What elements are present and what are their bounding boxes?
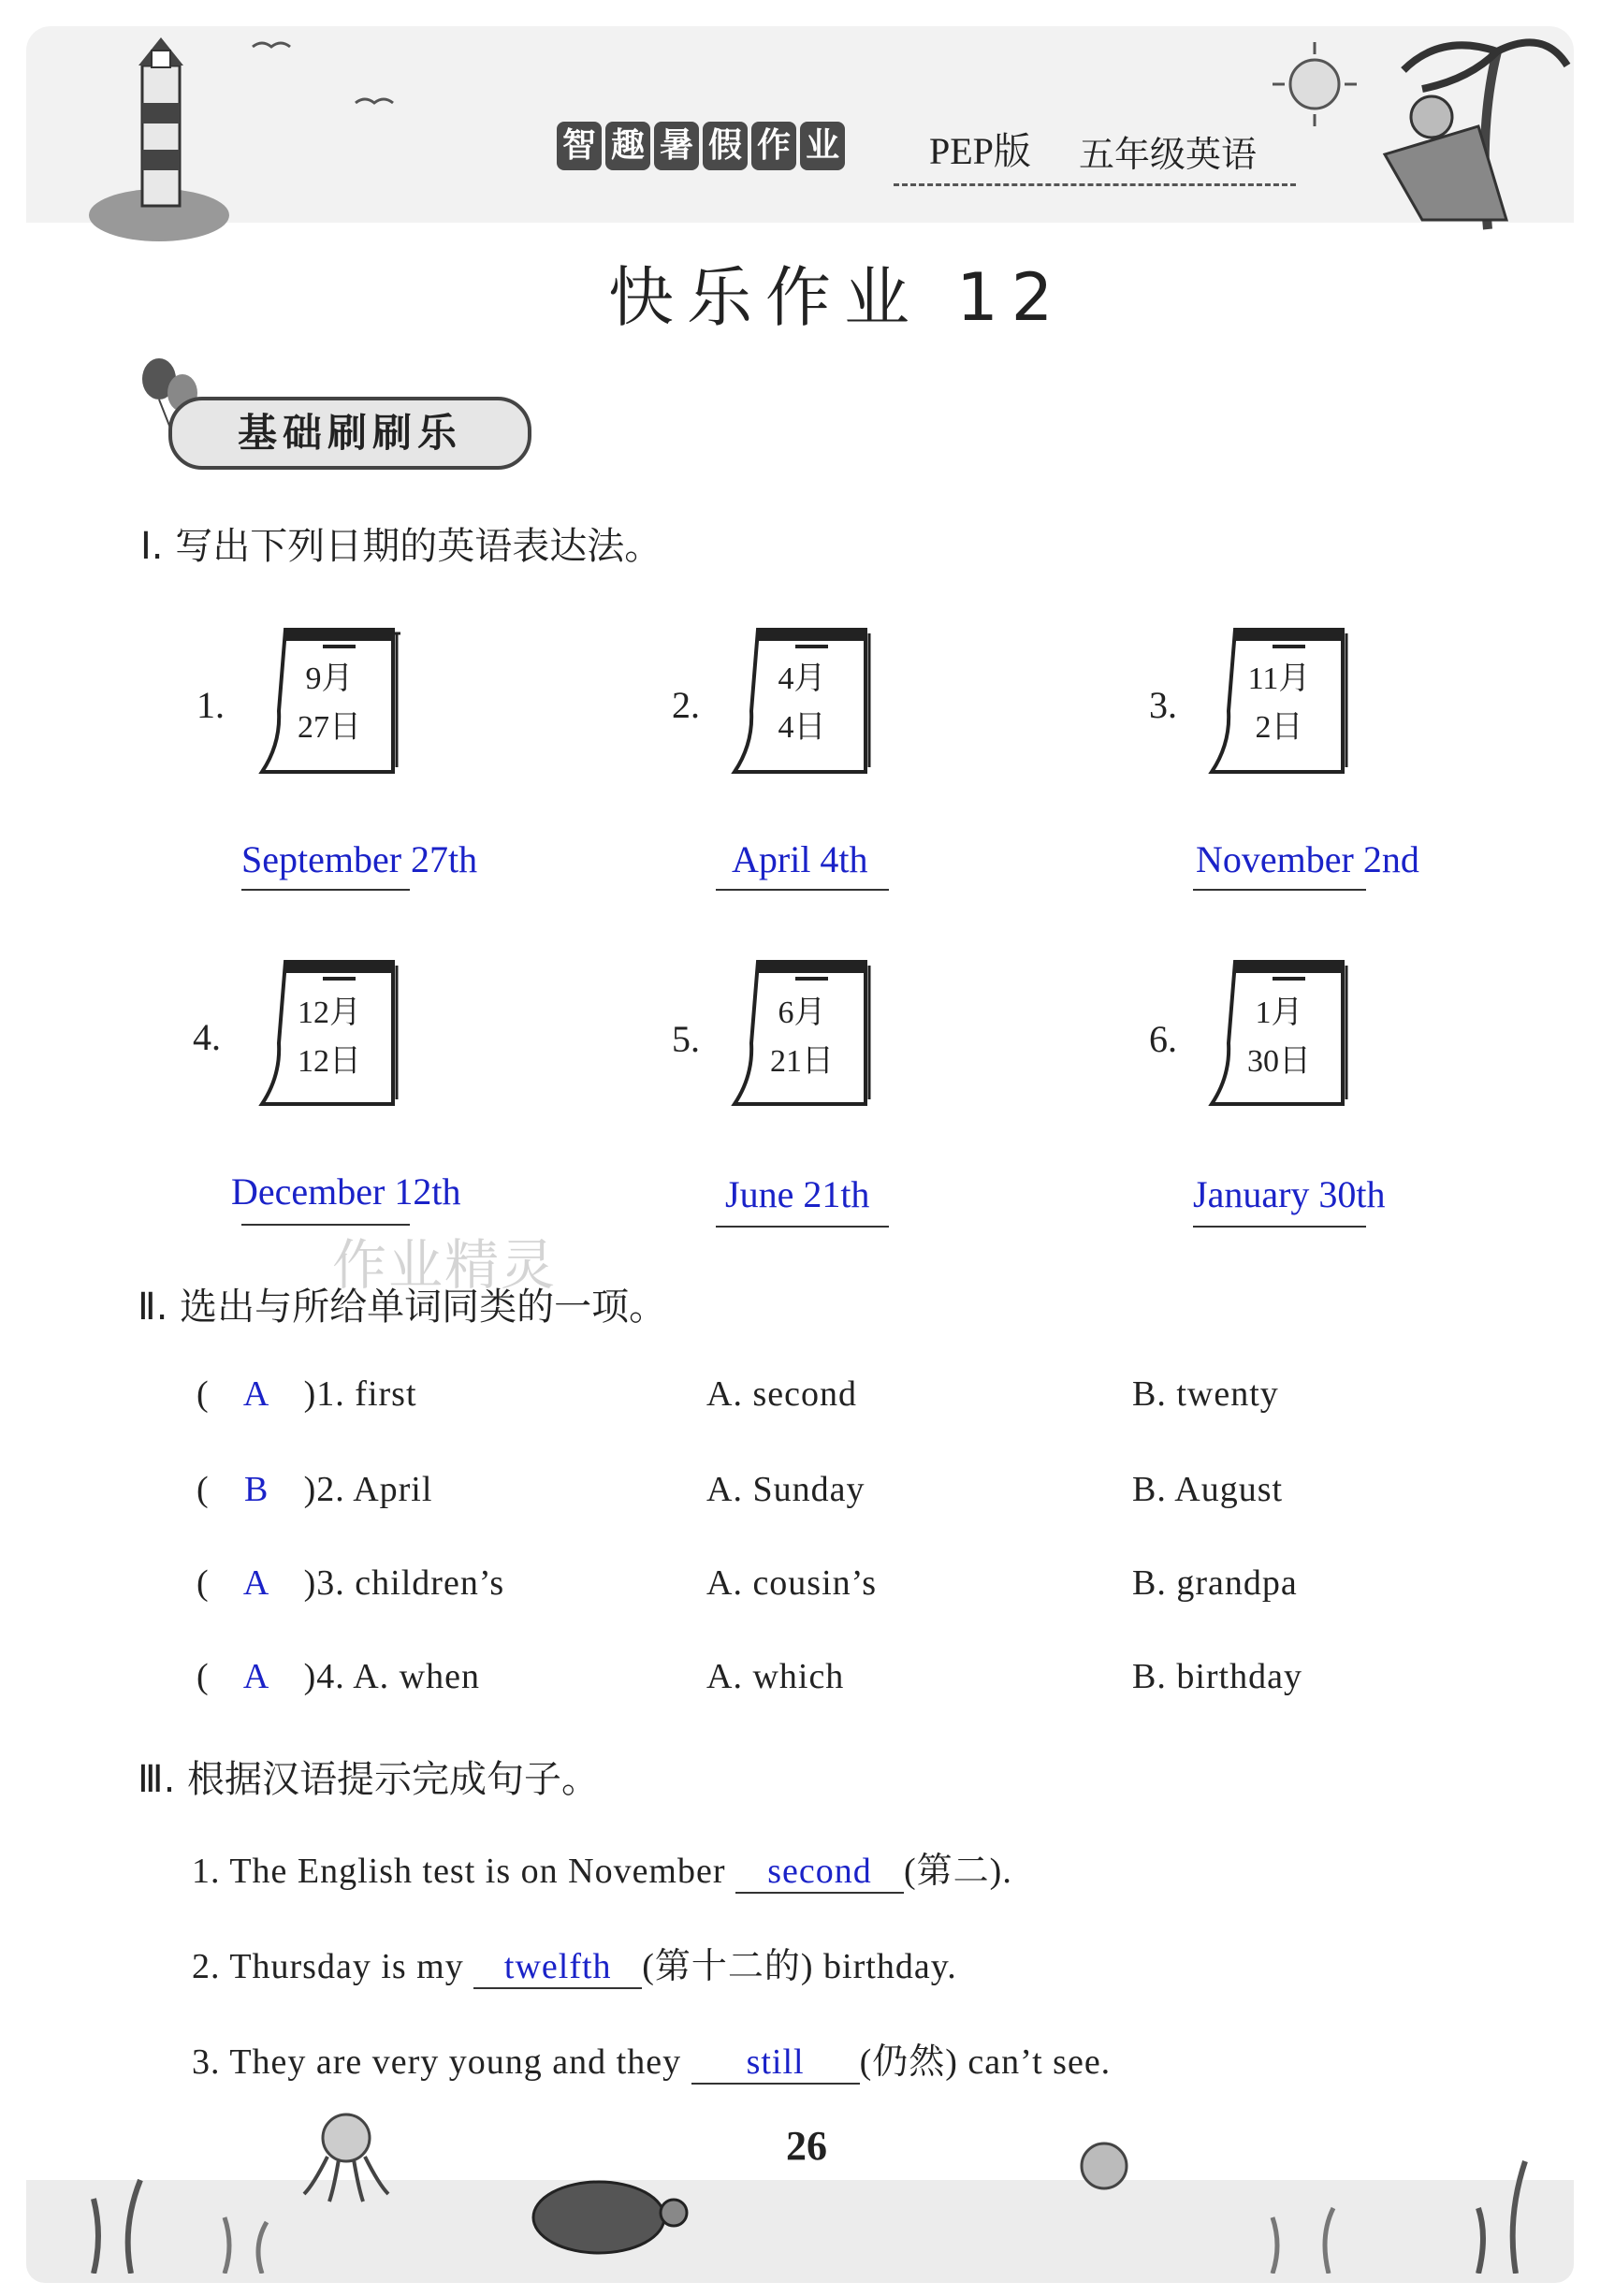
- open-paren: (: [196, 1657, 210, 1696]
- item-number: 6.: [1149, 1018, 1177, 1060]
- option-a: A. cousin’s: [706, 1563, 877, 1603]
- part1-heading: Ⅰ. 写出下列日期的英语表达法。: [140, 525, 662, 568]
- calendar-month: 12月: [298, 995, 361, 1030]
- choice-row: [196, 1373, 417, 1415]
- blank-answer: twelfth: [473, 1946, 642, 1989]
- lighthouse-icon: [84, 28, 253, 243]
- choice-row: [196, 1469, 432, 1510]
- sentence-start: 2. Thursday is my: [192, 1947, 464, 1986]
- answer-line: [716, 1226, 889, 1228]
- seaweed-coral-decoration: [56, 2152, 1553, 2274]
- sentence: [192, 2032, 1111, 2085]
- calendar-day: 12日: [298, 1044, 361, 1079]
- date-answer: June 21th: [725, 1173, 870, 1215]
- sentence: [192, 1841, 1012, 1894]
- sentence-start: 3. They are very young and they: [192, 2042, 682, 2082]
- answer-line: [241, 889, 410, 891]
- sentence-end: (第十二的) birthday.: [642, 1947, 957, 1986]
- item-number: 2.: [672, 684, 700, 726]
- palm-tree-beach-chair-icon: [1347, 23, 1572, 234]
- banner-char: 暑: [654, 122, 699, 170]
- answer-line: [1193, 1226, 1366, 1228]
- part2-heading: Ⅱ. 选出与所给单词同类的一项。: [138, 1286, 667, 1329]
- option-b: B. twenty: [1132, 1374, 1279, 1414]
- open-paren: (: [196, 1374, 210, 1414]
- calendar-month: 9月: [305, 661, 354, 696]
- date-answer: April 4th: [732, 838, 868, 880]
- header-divider: [894, 183, 1296, 186]
- watermark: 作业精灵: [332, 1233, 558, 1297]
- calendar-day: 27日: [298, 710, 361, 745]
- banner-char: 业: [800, 122, 845, 170]
- choice-row: [196, 1656, 480, 1697]
- item-number: 4.: [193, 1016, 221, 1058]
- calendar-day: 21日: [770, 1044, 834, 1079]
- sentence: [192, 1937, 957, 1989]
- page-number: 26: [786, 2123, 827, 2169]
- page-title: 快乐作业 12: [608, 259, 1067, 336]
- option-b: B. grandpa: [1132, 1563, 1298, 1603]
- calendar-month: 11月: [1247, 661, 1311, 696]
- date-answer: January 30th: [1193, 1173, 1386, 1215]
- banner-char: 假: [703, 122, 748, 170]
- sentence-start: 1. The English test is on November: [192, 1852, 726, 1891]
- grade-subject-label: 五年级英语: [1079, 134, 1258, 175]
- choice-answer: A: [242, 1374, 270, 1414]
- banner-char: 智: [557, 122, 602, 170]
- answer-line: [1193, 889, 1366, 891]
- birds-icon: [243, 37, 430, 122]
- blank-answer: still: [691, 2042, 860, 2085]
- item-number: 5.: [672, 1018, 700, 1060]
- choice-answer: A: [242, 1657, 270, 1696]
- date-answer: December 12th: [231, 1170, 461, 1213]
- option-a: A. which: [706, 1657, 845, 1696]
- sentence-end: (第二).: [904, 1852, 1012, 1891]
- section-tag: 基础刷刷乐: [168, 397, 531, 470]
- calendar-month: 1月: [1255, 995, 1303, 1030]
- open-paren: (: [196, 1470, 210, 1509]
- calendar-month: 4月: [778, 661, 826, 696]
- calendar-month: 6月: [778, 995, 826, 1030]
- blank-answer: second: [735, 1851, 904, 1894]
- banner-char: 作: [751, 122, 796, 170]
- date-answer: September 27th: [241, 838, 478, 880]
- edition-label: PEP版: [929, 130, 1031, 172]
- choice-answer: A: [242, 1563, 270, 1603]
- answer-line: [716, 889, 889, 891]
- choice-stem: )2. April: [303, 1470, 433, 1509]
- calendar-day: 2日: [1255, 710, 1303, 745]
- sentence-end: (仍然) can’t see.: [859, 2042, 1112, 2082]
- item-number: 3.: [1149, 684, 1177, 726]
- option-a: A. Sunday: [706, 1470, 865, 1509]
- choice-row: [196, 1562, 504, 1604]
- calendar-day: 4日: [778, 710, 826, 745]
- option-b: B. birthday: [1132, 1657, 1302, 1696]
- open-paren: (: [196, 1563, 210, 1603]
- choice-answer: B: [243, 1470, 269, 1509]
- series-banner: [557, 122, 849, 170]
- date-answer: November 2nd: [1196, 838, 1419, 880]
- option-a: A. second: [706, 1374, 857, 1414]
- part3-heading: Ⅲ. 根据汉语提示完成句子。: [138, 1758, 600, 1801]
- calendar-day: 30日: [1247, 1044, 1311, 1079]
- option-b: B. August: [1132, 1470, 1284, 1509]
- banner-char: 趣: [605, 122, 650, 170]
- choice-stem: )1. first: [303, 1374, 417, 1414]
- choice-stem: )4. A. when: [303, 1657, 480, 1696]
- item-number: 1.: [196, 684, 225, 726]
- choice-stem: )3. children’s: [303, 1563, 505, 1603]
